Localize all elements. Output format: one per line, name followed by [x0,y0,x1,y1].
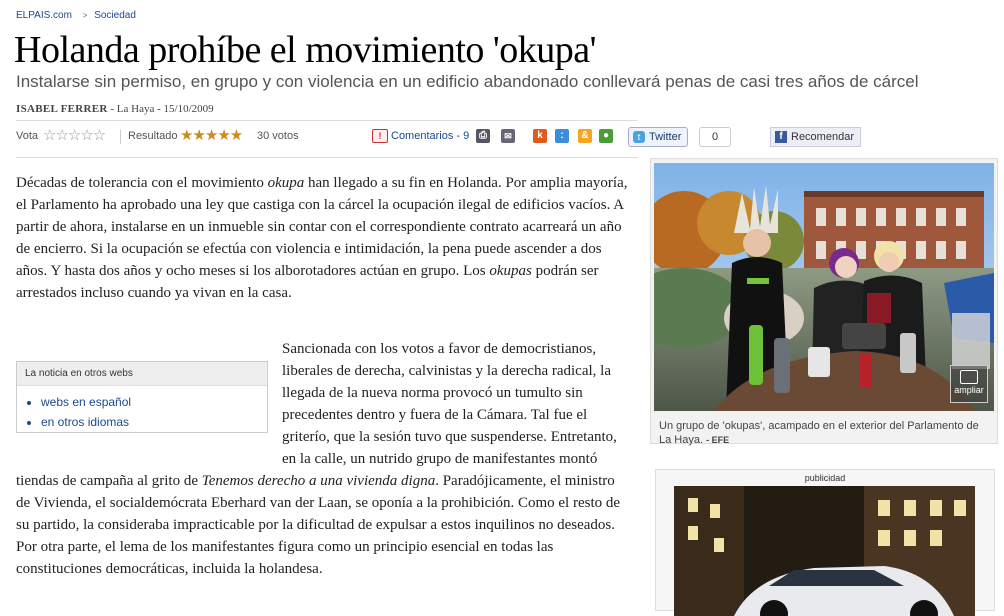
twitter-count: 0 [699,127,731,147]
squatters-photo [654,163,994,411]
comments-link[interactable]: Comentarios - 9 [391,130,470,142]
camera-icon [960,370,978,384]
comment-icon: ! [372,129,388,143]
result-stars-icon: ★★★★★ [180,127,243,144]
page-subtitle: Instalarse sin permiso, en grupo y con violencia en un edificio abandonado conllevará penas de casi tres años de cárcel [16,72,919,91]
byline [16,103,214,115]
related-links-box [16,361,268,433]
result-label: Resultado [128,130,178,142]
share-icon[interactable]: ● [599,129,613,143]
twitter-button[interactable]: t Twitter [628,127,688,147]
delicious-icon[interactable]: : [555,129,569,143]
photo-credit: - EFE [706,435,730,445]
twitter-icon: t [633,131,645,143]
page-title: Holanda prohíbe el movimiento 'okupa' [14,29,596,71]
related-link-spanish[interactable]: • webs en español [41,392,267,412]
article-toolbar [16,127,876,147]
divider [120,130,121,144]
photo-caption: Un grupo de 'okupas', acampado en el exterior del Parlamento de La Haya. - EFE [659,420,979,446]
article-photo[interactable] [654,163,994,411]
vote-label: Vota [16,130,39,142]
ad-label: publicidad [804,473,846,483]
article-paragraph: Décadas de tolerancia con el movimiento okupa han llegado a su fin en Holanda. Por amplia mayoría, el Parlamento ha aprobado una ley que castiga con la cárcel la ocupación ilegal de edificios vacíos. A partir de ahora, instalarse en un inmueble sin contar con el correspondiente contrato acarreará un año de encierro. Si la ocupación se efectúa con violencia e intimidación, la pena puede ascender a dos años. Y hasta dos años y ocho meses si los alborotadores actúan en grupo. Los okupas podrán ser arrestados incluso cuando ya vivan en la casa. [16,175,628,301]
facebook-recommend-button[interactable]: f Recomendar [770,127,861,147]
chevron-right-icon: > [82,11,88,20]
breadcrumb-site-link[interactable]: ELPAIS.com [16,10,72,21]
facebook-icon: f [775,131,787,143]
byline-location-date: - La Haya - 15/10/2009 [107,103,214,115]
print-icon[interactable]: ⎙ [476,129,490,143]
related-link-other-languages[interactable]: • en otros idiomas [41,412,267,432]
digg-icon[interactable]: & [578,129,592,143]
related-links-title: La noticia en otros webs [17,362,267,386]
votes-count: 30 votos [257,130,299,142]
email-icon[interactable]: ✉ [501,129,515,143]
byline-author: ISABEL FERRER [16,103,108,115]
ad-image[interactable] [674,486,975,616]
article-paragraph: Sancionada con los votos a favor de democristianos, liberales de derecha, calvinistas y la derecha radical, la llegada de la nueva norma provocó un tumulto sin precedentes dentro y fuera de la Cámara. Tal fue el griterío, que la sesión tuvo que suspenderse. Entretanto, en la calle, un nutrido grupo de manifestantes montó tiendas de campaña al grito de Tenemos derecho a una vivienda digna. Paradójicamente, el ministro de Vivienda, el socialdemócrata Eberhard van der Laan, se oponía a la prohibición. Como el resto de su partido, la consideraba impracticable por la dificultad de expulsar a estos inquilinos no deseados. Por otra parte, el lema de los manifestantes figura como un principio esencial en todas las constituciones democráticas, incluida la holandesa. [16,341,621,577]
zoom-button[interactable]: ampliar [950,365,988,403]
meneame-icon[interactable]: k [533,129,547,143]
divider [16,120,638,121]
breadcrumb [16,10,136,21]
breadcrumb-section-link[interactable]: Sociedad [94,10,136,21]
photo-module [650,158,998,444]
divider [16,157,638,158]
vote-stars-icon[interactable]: ☆☆☆☆☆ [43,127,106,144]
advertisement [655,469,995,611]
